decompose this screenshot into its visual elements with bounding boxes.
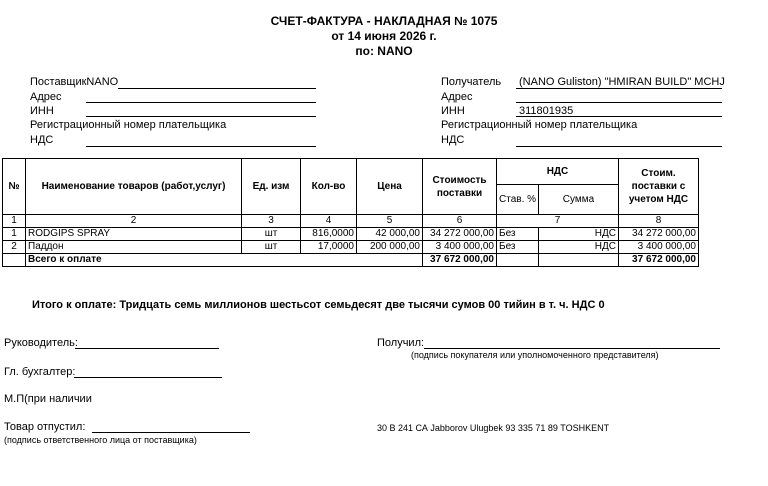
header-nds: НДС [497,159,619,185]
header-price: Цена [357,159,423,215]
table-row [3,228,699,241]
row-rate: Без [497,228,539,241]
stamp-label: М.П(при наличии [4,393,92,405]
recipient-name: (NANO Guliston) "HMIRAN BUILD" MCHJ [519,76,725,88]
row-no: 1 [3,228,26,241]
header-unit: Ед. изм [242,159,301,215]
recipient-label: Получатель [441,76,502,88]
received-hint: (подпись покупателя или уполномоченного представителя) [411,350,659,360]
received-label: Получил: [377,337,425,349]
recipient-nds-label: НДС [441,134,465,146]
total-cost: 37 672 000,00 [423,254,497,267]
document-date: от 14 июня 2026 г. [331,29,437,43]
row-sum: НДС [539,241,619,254]
row-qty: 17,0000 [301,241,357,254]
supplier-address-label: Адрес [30,91,62,103]
column-number: 7 [497,215,619,228]
supplier-reg-label: Регистрационный номер плательщика [30,119,227,131]
table-row [3,241,699,254]
row-name: RODGIPS SPRAY [26,228,242,241]
director-label: Руководитель: [4,337,78,349]
accountant-label: Гл. бухгалтер: [4,366,76,378]
row-no: 2 [3,241,26,254]
released-signature-line [92,432,250,433]
released-hint: (подпись ответственного лица от поставщика) [4,435,197,445]
supplier-underline [118,88,316,89]
column-numbers-row [3,215,699,228]
recipient-address-label: Адрес [441,91,473,103]
recipient-nds-line [516,146,722,147]
row-total: 3 400 000,00 [619,241,699,254]
document-basis: по: NANO [355,44,413,58]
row-unit: шт [242,241,301,254]
accountant-signature-line [74,377,222,378]
recipient-inn: 311801935 [519,105,574,117]
document-title: СЧЕТ-ФАКТУРА - НАКЛАДНАЯ № 1075 [270,14,498,28]
supplier-label: ПоставщикNANO [30,76,119,88]
amount-in-words: Итого к оплате: Тридцать семь миллионов шестьсот семьдесят две тысячи сумов 00 тийин в т. ч. НДС 0 [32,299,605,311]
recipient-inn-label: ИНН [441,105,465,117]
row-price: 42 000,00 [357,228,423,241]
header-no: № [3,159,26,215]
row-cost: 3 400 000,00 [423,241,497,254]
header-sum: Сумма [539,185,619,215]
received-signature-line [424,348,720,349]
total-with-nds: 37 672 000,00 [619,254,699,267]
column-number: 6 [423,215,497,228]
column-number: 3 [242,215,301,228]
invoice-table [2,158,699,267]
supplier-nds-line [86,146,316,147]
header-rate: Став. % [497,185,539,215]
header-qty: Кол-во [301,159,357,215]
row-price: 200 000,00 [357,241,423,254]
released-label: Товар отпустил: [4,421,86,433]
column-number: 1 [3,215,26,228]
column-number: 8 [619,215,699,228]
header-name: Наименование товаров (работ,услуг) [26,159,242,215]
total-label: Всего к оплате [26,254,423,267]
header-cost: Стоимость поставки [423,159,497,215]
header-total-cost: Стоим. поставки с учетом НДС [619,159,699,215]
supplier-inn-label: ИНН [30,105,54,117]
row-total: 34 272 000,00 [619,228,699,241]
row-rate: Без [497,241,539,254]
total-row [3,254,699,267]
row-name: Паддон [26,241,242,254]
recipient-name-line [516,88,722,89]
recipient-address-line [516,102,722,103]
supplier-address-line [86,102,316,103]
row-cost: 34 272 000,00 [423,228,497,241]
column-number: 4 [301,215,357,228]
column-number: 2 [26,215,242,228]
row-sum: НДС [539,228,619,241]
supplier-nds-label: НДС [30,134,54,146]
director-signature-line [75,348,219,349]
row-qty: 816,0000 [301,228,357,241]
row-unit: шт [242,228,301,241]
column-number: 5 [357,215,423,228]
footer-note: 30 В 241 СА Jabborov Ulugbek 93 335 71 89 TOSHKENT [377,423,610,433]
supplier-inn-line [86,116,316,117]
recipient-reg-label: Регистрационный номер плательщика [441,119,638,131]
recipient-inn-line [516,116,722,117]
